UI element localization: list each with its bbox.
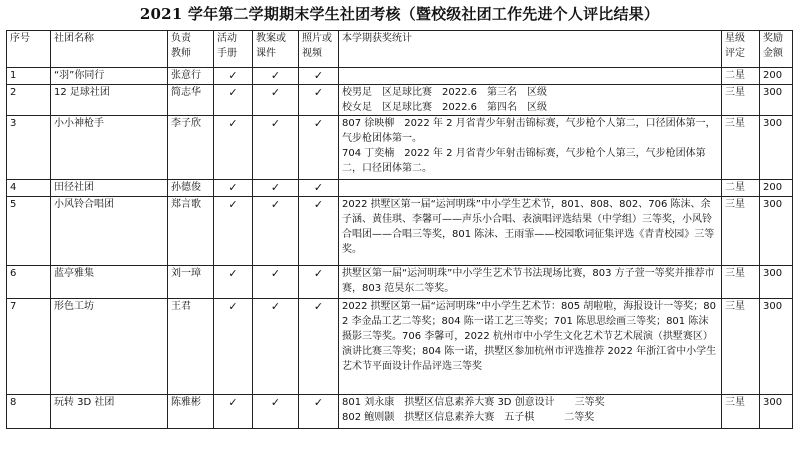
row-reward: 300	[760, 197, 793, 266]
row-reward: 300	[760, 85, 793, 116]
row-no: 2	[7, 85, 51, 116]
row-reward: 300	[760, 299, 793, 395]
row-rating: 二星	[722, 68, 760, 85]
row-photo-check: ✓	[299, 266, 339, 299]
table-row	[7, 266, 793, 299]
award-entry: 704 丁奕楠 2022 年 2 月省青少年射击锦标赛，气步枪个人第三，气步枪团体第二，口径团体第二。	[342, 148, 706, 174]
row-rating: 三星	[722, 266, 760, 299]
row-awards	[339, 197, 722, 266]
header-row	[7, 31, 793, 68]
table-row	[7, 68, 793, 85]
club-assessment-table	[6, 30, 793, 429]
row-rating: 三星	[722, 197, 760, 266]
row-teacher: 刘一璋	[168, 266, 214, 299]
row-awards	[339, 180, 722, 197]
page-title: 2021 学年第二学期期末学生社团考核（暨校级社团工作先进个人评比结果）	[139, 5, 660, 23]
row-teacher: 李子欣	[168, 116, 214, 180]
table-row	[7, 395, 793, 429]
row-photo-check: ✓	[299, 68, 339, 85]
header-photo: 照片或 视频	[299, 31, 339, 68]
header-reward: 奖励 金额	[760, 31, 793, 68]
row-awards	[339, 266, 722, 299]
row-photo-check: ✓	[299, 85, 339, 116]
award-entry: 拱墅区第一届“运河明珠”中小学生艺术节书法现场比赛，803 方子萱一等奖并推荐市赛，803 范昊东二等奖。	[342, 268, 715, 294]
header-no: 序号	[7, 31, 51, 68]
row-reward: 200	[760, 180, 793, 197]
row-rating: 三星	[722, 116, 760, 180]
header-club: 社团名称	[51, 31, 168, 68]
row-plan-check: ✓	[253, 395, 299, 429]
table-row	[7, 180, 793, 197]
row-no: 8	[7, 395, 51, 429]
row-rating: 二星	[722, 180, 760, 197]
award-entry: 807 徐映柳 2022 年 2 月省青少年射击锦标赛，气步枪个人第二，口径团体第一，气步枪团体第一。	[342, 118, 716, 144]
row-activity-check: ✓	[214, 299, 253, 395]
row-activity-check: ✓	[214, 395, 253, 429]
award-entry: 2022 拱墅区第一届“运河明珠”中小学生艺术节：805 胡啦啦，海报设计一等奖；802 李金晶工艺二等奖；804 陈一诺工艺三等奖；701 陈思思绘画三等奖；801 陈沫摄影三等奖。706 李馨可，2022 杭州市中小学生文化艺术节艺术展演（拱墅赛区）演讲比赛三等奖；804 陈一诺，拱墅区参加杭州市评选推荐 2022 年浙江省中小学生艺术节平面设计作品评选三等奖	[342, 301, 717, 372]
row-teacher: 陈雅彬	[168, 395, 214, 429]
row-awards	[339, 116, 722, 180]
award-entry: 校男足 区足球比赛 2022.6 第三名 区级	[342, 87, 547, 98]
row-club-name: 12 足球社团	[51, 85, 168, 116]
row-no: 4	[7, 180, 51, 197]
header-rating: 星级 评定	[722, 31, 760, 68]
table-body	[7, 68, 793, 429]
row-plan-check: ✓	[253, 299, 299, 395]
row-plan-check: ✓	[253, 266, 299, 299]
award-entry: 校女足 区足球比赛 2022.6 第四名 区级	[342, 102, 547, 113]
table-row	[7, 116, 793, 180]
header-activity: 活动 手册	[214, 31, 253, 68]
table-row	[7, 197, 793, 266]
row-rating: 三星	[722, 395, 760, 429]
row-activity-check: ✓	[214, 197, 253, 266]
row-photo-check: ✓	[299, 197, 339, 266]
row-teacher: 张意行	[168, 68, 214, 85]
row-activity-check: ✓	[214, 180, 253, 197]
row-awards	[339, 68, 722, 85]
row-activity-check: ✓	[214, 266, 253, 299]
row-awards	[339, 395, 722, 429]
row-club-name: 玩转 3D 社团	[51, 395, 168, 429]
row-rating: 三星	[722, 85, 760, 116]
header-teacher: 负责 教师	[168, 31, 214, 68]
row-no: 7	[7, 299, 51, 395]
row-activity-check: ✓	[214, 116, 253, 180]
row-plan-check: ✓	[253, 197, 299, 266]
award-entry: 2022 拱墅区第一届“运河明珠”中小学生艺术节，801、808、802、706 陈沫、余子涵、黄佳琪、李馨可——声乐小合唱、表演唱评选结果（中学组）三等奖，小风铃合唱团——合唱三等奖，801 陈沫、王雨霏——校园歌词征集评选《青青校园》三等奖。	[342, 199, 715, 255]
row-club-name: 形色工坊	[51, 299, 168, 395]
header-plan: 教案或 课件	[253, 31, 299, 68]
row-plan-check: ✓	[253, 85, 299, 116]
row-no: 6	[7, 266, 51, 299]
row-awards	[339, 85, 722, 116]
row-photo-check: ✓	[299, 395, 339, 429]
header-awards: 本学期获奖统计	[339, 31, 722, 68]
row-club-name: 小小神枪手	[51, 116, 168, 180]
row-activity-check: ✓	[214, 85, 253, 116]
row-photo-check: ✓	[299, 180, 339, 197]
row-plan-check: ✓	[253, 116, 299, 180]
row-plan-check: ✓	[253, 180, 299, 197]
row-no: 5	[7, 197, 51, 266]
row-reward: 200	[760, 68, 793, 85]
row-teacher: 王君	[168, 299, 214, 395]
row-photo-check: ✓	[299, 116, 339, 180]
row-club-name: 蓝亭雅集	[51, 266, 168, 299]
row-teacher: 简志华	[168, 85, 214, 116]
row-no: 1	[7, 68, 51, 85]
row-club-name: 田径社团	[51, 180, 168, 197]
row-reward: 300	[760, 266, 793, 299]
row-plan-check: ✓	[253, 68, 299, 85]
row-activity-check: ✓	[214, 68, 253, 85]
row-reward: 300	[760, 116, 793, 180]
row-club-name: “羽”你同行	[51, 68, 168, 85]
award-entry: 802 鲍则颢 拱墅区信息素养大赛 五子棋 二等奖	[342, 412, 595, 423]
row-rating: 三星	[722, 299, 760, 395]
award-entry: 801 刘永康 拱墅区信息素养大赛 3D 创意设计 三等奖	[342, 397, 605, 408]
row-photo-check: ✓	[299, 299, 339, 395]
row-teacher: 郑言歌	[168, 197, 214, 266]
row-awards	[339, 299, 722, 395]
row-teacher: 孙德俊	[168, 180, 214, 197]
table-row	[7, 299, 793, 395]
table-row	[7, 85, 793, 116]
row-no: 3	[7, 116, 51, 180]
row-club-name: 小风铃合唱团	[51, 197, 168, 266]
row-reward: 300	[760, 395, 793, 429]
